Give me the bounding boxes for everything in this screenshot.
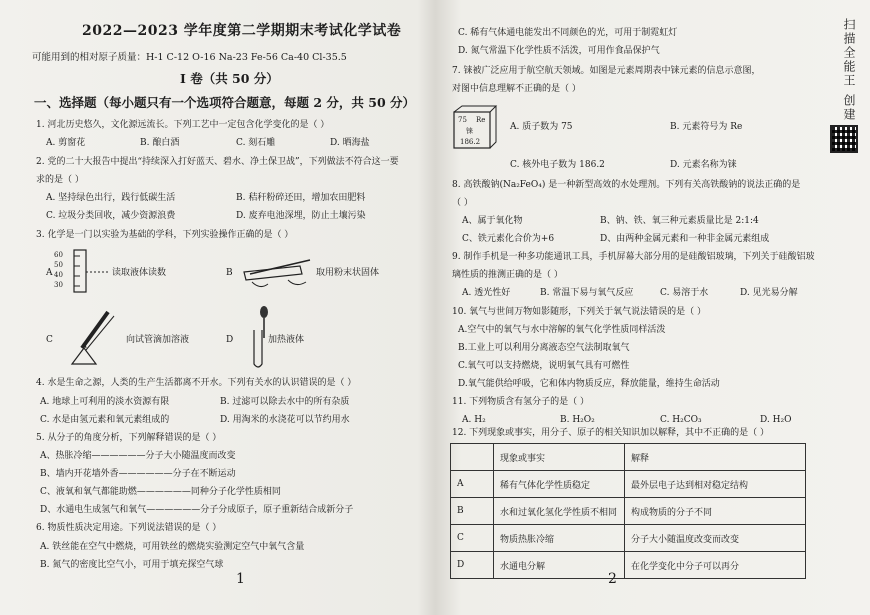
fig-a-caption: 读取液体读数 xyxy=(112,268,167,278)
table-cell: 最外层电子达到相对稳定结构 xyxy=(625,471,806,498)
q5-option-b: B、墙内开花墙外香——————分子在不断运动 xyxy=(40,469,236,479)
heating-liquid-figure xyxy=(62,308,122,368)
table-cell: 水通电分解 xyxy=(494,552,625,579)
fig-b-caption: 取用粉末状固体 xyxy=(316,268,380,278)
tick-50: 50 xyxy=(54,261,63,269)
explanation-table xyxy=(450,443,806,579)
q5-option-c: C、液氧和氧气都能助燃——————同种分子化学性质相同 xyxy=(40,487,281,497)
fig-d-letter: D xyxy=(226,335,234,345)
q2-option-d: D. 废弃电池深埋，防止土壤污染 xyxy=(236,211,366,221)
tick-40: 40 xyxy=(54,271,63,279)
q2-option-c: C. 垃圾分类回收，减少资源浪费 xyxy=(46,211,176,221)
q5-option-d: D、水通电生成氢气和氧气——————分子分成原子，原子重新结合成新分子 xyxy=(40,505,354,515)
question-1: 1. 河北历史悠久，文化源远流长。下列工艺中一定包含化学变化的是（ ） xyxy=(36,120,330,130)
table-cell: D xyxy=(451,552,494,579)
q6-option-b: B. 氮气的密度比空气小，可用于填充探空气球 xyxy=(40,560,224,570)
q5-option-a: A、热胀冷缩——————分子大小随温度而改变 xyxy=(40,451,236,461)
question-10: 10. 氧气与世间万物如影随形，下列关于氧气说法错误的是（ ） xyxy=(452,307,707,317)
table-header-row xyxy=(451,444,806,471)
table-header-explanation: 解释 xyxy=(625,444,806,471)
q9-option-c: C. 易溶于水 xyxy=(660,288,709,298)
q4-option-d: D. 用淘米的水浇花可以节约用水 xyxy=(220,415,350,425)
page-number-left: 1 xyxy=(236,571,245,587)
cell-symbol: Re xyxy=(476,116,486,124)
table-row xyxy=(451,471,806,498)
table-cell: 分子大小随温度改变而改变 xyxy=(625,525,806,552)
q4-option-a: A. 地球上可利用的淡水资源有限 xyxy=(40,397,170,407)
exam-title: 2022—2023 学年度第二学期期末考试化学试卷 xyxy=(82,23,402,39)
table-cell: A xyxy=(451,471,494,498)
table-cell: 水和过氧化氢化学性质不相同 xyxy=(494,498,625,525)
q6-option-a: A. 铁丝能在空气中燃烧，可用铁丝的燃烧实验测定空气中氧气含量 xyxy=(40,542,305,552)
q7-option-a: A. 质子数为 75 xyxy=(510,122,573,132)
q1-option-b: B. 酿白酒 xyxy=(140,138,180,148)
table-cell: 构成物质的分子不同 xyxy=(625,498,806,525)
question-3: 3. 化学是一门以实验为基础的学科，下列实验操作正确的是（ ） xyxy=(36,230,294,240)
q1-option-c: C. 刻石雕 xyxy=(236,138,276,148)
fig-c-letter: C xyxy=(46,335,53,345)
q9-option-a: A. 透光性好 xyxy=(462,288,511,298)
q6-option-d: D. 氮气常温下化学性质不活泼，可用作食品保护气 xyxy=(458,46,660,56)
cell-mass: 186.2 xyxy=(460,138,481,146)
atomic-mass-line: 可能用到的相对原子质量：H-1 C-12 O-16 Na-23 Fe-56 Ca-40 Cl-35.5 xyxy=(32,52,347,63)
q11-option-b: B. H₂O₂ xyxy=(560,415,595,425)
q11-option-a: A. H₂ xyxy=(462,415,486,425)
table-cell: 在化学变化中分子可以再分 xyxy=(625,552,806,579)
table-row xyxy=(451,525,806,552)
q4-option-c: C. 水是由氢元素和氧元素组成的 xyxy=(40,415,170,425)
q10-option-c: C.氧气可以支持燃烧，说明氧气具有可燃性 xyxy=(458,361,630,371)
table-row xyxy=(451,552,806,579)
tick-60: 60 xyxy=(54,251,63,259)
table-cell: 稀有气体化学性质稳定 xyxy=(494,471,625,498)
question-6: 6. 物质性质决定用途。下列说法错误的是（ ） xyxy=(36,523,222,533)
cell-name: 铼 xyxy=(466,127,473,135)
q8-option-a: A、属于氧化物 xyxy=(462,216,523,226)
section-choice-heading: 一、选择题（每小题只有一个选项符合题意，每题 2 分，共 50 分） xyxy=(34,95,416,110)
q1-option-a: A. 剪窗花 xyxy=(46,138,86,148)
table-cell: C xyxy=(451,525,494,552)
question-11: 11. 下列物质含有氢分子的是（ ） xyxy=(452,397,590,407)
question-7-cont: 对图中信息理解不正确的是（ ） xyxy=(452,84,581,94)
q9-option-b: B. 常温下易与氧气反应 xyxy=(540,288,634,298)
q2-option-b: B. 秸秆粉碎还田，增加农田肥料 xyxy=(236,193,366,203)
section-roman: I 卷（共 50 分） xyxy=(180,71,279,86)
qr-code-icon xyxy=(830,125,858,153)
q10-option-a: A.空气中的氧气与水中溶解的氧气化学性质同样活泼 xyxy=(458,325,666,335)
question-2-cont: 求的是（ ） xyxy=(36,175,84,185)
table-cell: 物质热胀冷缩 xyxy=(494,525,625,552)
question-8: 8. 高铁酸钠(Na₂FeO₄) 是一种新型高效的水处理剂。下列有关高铁酸钠的说法正确的是 xyxy=(452,180,801,190)
q8-option-b: B、钠、铁、氧三种元素质量比是 2:1:4 xyxy=(600,216,759,226)
question-9: 9. 制作手机是一种多功能通讯工具，手机屏幕大部分用的是硅酸铝玻璃，下列关于硅酸铝玻 xyxy=(452,252,815,262)
q4-option-b: B. 过滤可以除去水中的所有杂质 xyxy=(220,397,350,407)
q9-option-d: D. 见光易分解 xyxy=(740,288,798,298)
q7-option-d: D. 元素名称为铼 xyxy=(670,160,737,170)
q10-option-b: B.工业上可以利用分离液态空气法制取氧气 xyxy=(458,343,630,353)
q11-option-c: C. H₂CO₃ xyxy=(660,415,702,425)
test-tube-powder-figure xyxy=(240,252,312,292)
q1-option-d: D. 晒海盐 xyxy=(330,138,370,148)
question-8-cont: （ ） xyxy=(452,198,473,208)
fig-b-letter: B xyxy=(226,268,233,278)
q11-option-d: D. H₂O xyxy=(760,415,792,425)
scanner-watermark: 扫描全能王 创建 xyxy=(842,18,856,122)
question-2: 2. 党的二十大报告中提出“持续深入打好蓝天、碧水、净土保卫战”，下列做法不符合这一要 xyxy=(36,157,399,167)
fig-c-caption: 向试管滴加溶液 xyxy=(126,335,190,345)
fig-a-letter: A xyxy=(46,268,53,278)
q6-option-c: C. 稀有气体通电能发出不同颜色的光，可用于制霓虹灯 xyxy=(458,28,678,38)
tick-30: 30 xyxy=(54,281,63,289)
q10-option-d: D.氧气能供给呼吸，它和体内物质反应，释放能量，维持生命活动 xyxy=(458,379,720,389)
question-12: 12. 下列现象或事实，用分子、原子的相关知识加以解释，其中不正确的是（ ） xyxy=(452,428,770,438)
cell-atomic-number: 75 xyxy=(458,116,467,124)
table-cell: B xyxy=(451,498,494,525)
fig-d-caption: 加热液体 xyxy=(268,335,305,345)
question-7: 7. 铼被广泛应用于航空航天领域。如图是元素周期表中铼元素的信息示意图， xyxy=(452,66,761,76)
table-header-phenomenon: 现象或事实 xyxy=(494,444,625,471)
table-cell xyxy=(451,444,494,471)
q7-option-b: B. 元素符号为 Re xyxy=(670,122,743,132)
question-5: 5. 从分子的角度分析，下列解释错误的是（ ） xyxy=(36,433,222,443)
q8-option-c: C、铁元素化合价为+6 xyxy=(462,234,555,244)
q7-option-c: C. 核外电子数为 186.2 xyxy=(510,160,605,170)
q2-option-a: A. 坚持绿色出行，践行低碳生活 xyxy=(46,193,176,203)
question-4: 4. 水是生命之源，人类的生产生活都离不开水。下列有关水的认识错误的是（ ） xyxy=(36,378,357,388)
page-number-right: 2 xyxy=(608,571,617,587)
q8-option-d: D、由两种金属元素和一种非金属元素组成 xyxy=(600,234,770,244)
question-9-cont: 璃性质的推测正确的是（ ） xyxy=(452,270,563,280)
table-row xyxy=(451,498,806,525)
graduated-cylinder-figure xyxy=(60,246,110,296)
